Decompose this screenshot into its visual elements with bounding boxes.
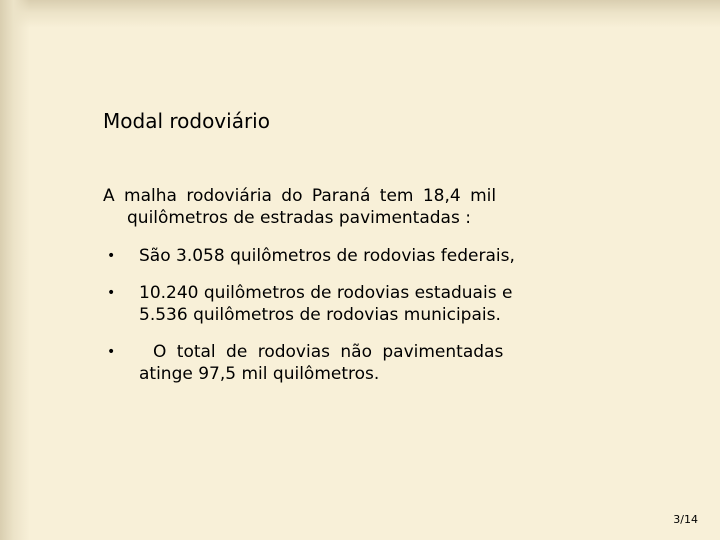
slide-top-shadow (0, 0, 720, 28)
bullet-text-line-1: O total de rodovias não pavimentadas (153, 342, 504, 362)
bullet-marker: • (107, 344, 116, 360)
bullet-marker: • (107, 248, 116, 264)
bullet-text-line-1: 10.240 quilômetros de rodovias estaduais e (139, 283, 513, 303)
intro-line-1: A malha rodoviária do Paraná tem 18,4 mil (103, 186, 497, 206)
bullet-text (139, 282, 577, 326)
slide-left-shadow (0, 0, 30, 540)
bullet-marker: • (107, 285, 116, 301)
intro-line-2: quilômetros de estradas pavimentadas : (127, 208, 471, 228)
bullet-text-line-2: atinge 97,5 mil quilômetros. (139, 364, 380, 384)
page-number: 3/14 (673, 513, 698, 526)
bullet-text-line-2: 5.536 quilômetros de rodovias municipais. (139, 305, 501, 325)
intro-paragraph (103, 185, 577, 229)
bullet-text (139, 341, 577, 385)
slide-title: Modal rodoviário (103, 109, 270, 133)
bullet-text: São 3.058 quilômetros de rodovias federais, (139, 246, 515, 266)
